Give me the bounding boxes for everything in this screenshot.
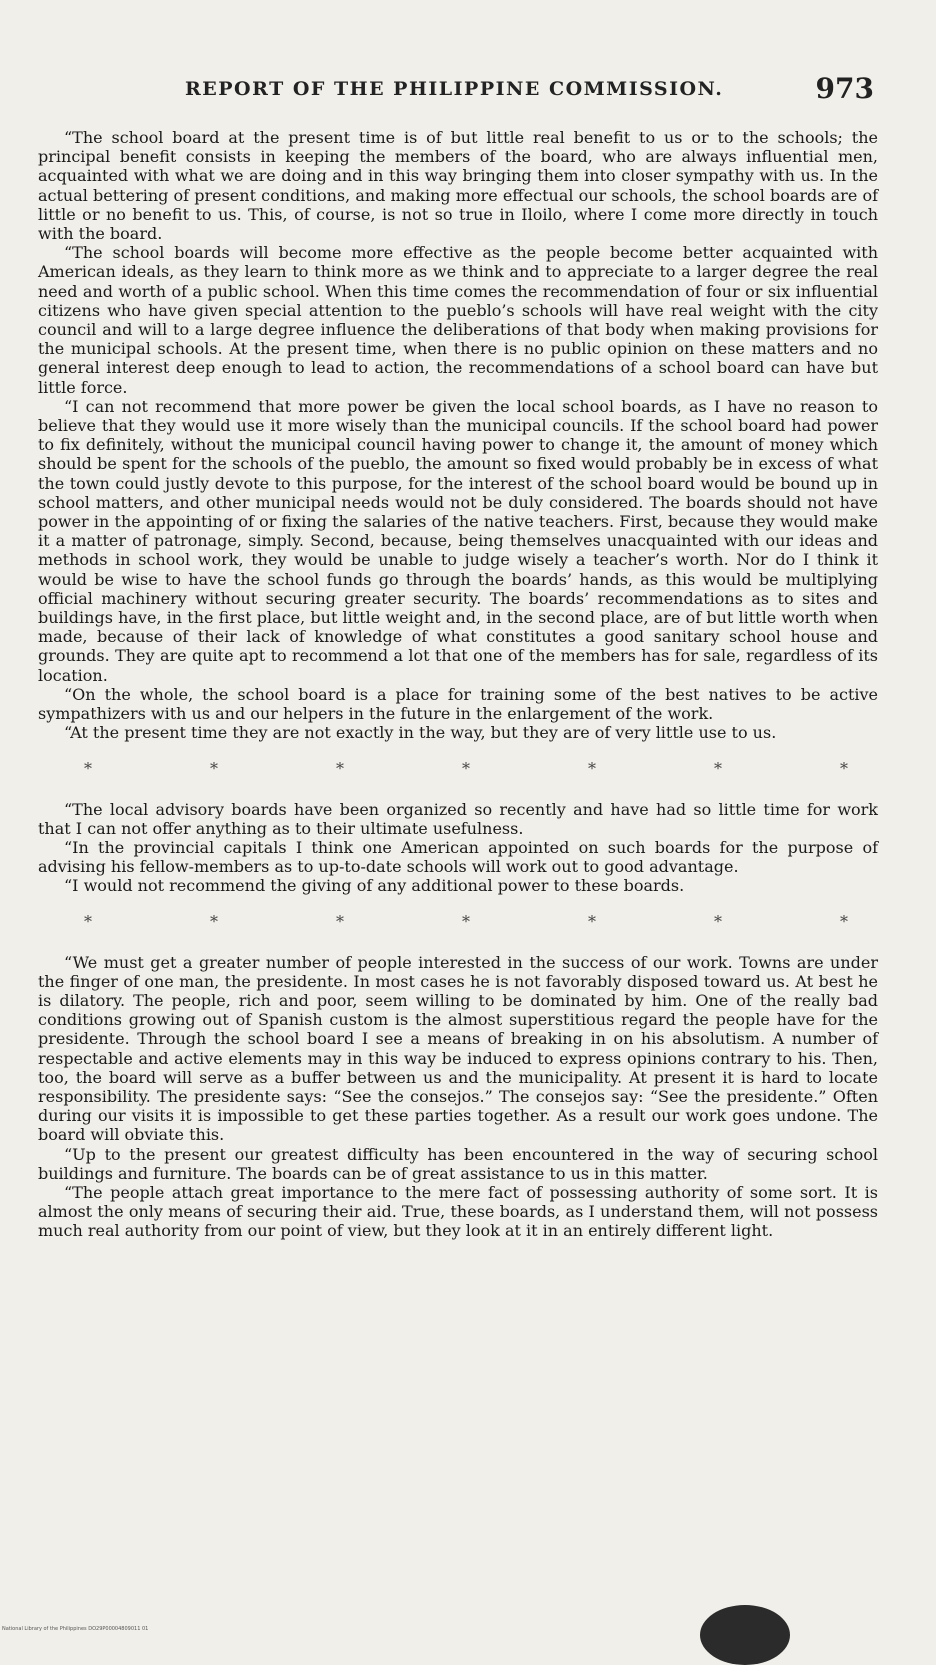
ellipsis-star: * xyxy=(588,911,596,931)
ellipsis-star: * xyxy=(336,911,344,931)
scan-shadow xyxy=(700,1605,790,1665)
ellipsis-star: * xyxy=(462,911,470,931)
ellipsis-star: * xyxy=(714,911,722,931)
paragraph: “I can not recommend that more power be given the local school boards, as I have no reason to believe that they would use it more wisely than the municipal councils. If the school board had power to fix definitely, without the municipal council having power to change it, the amount of money which should be spent for the schools of the pueblo, the amount so fixed would probably be in excess of what the town could justly devote to this purpose, for the interest of the school board would be bound up in school matters, and other municipal needs would not be duly considered. The boards should not have power in the appointing of or fixing the salaries of the native teachers. First, because they would make it a matter of patronage, simply. Second, because, being themselves unacquainted with our ideas and methods in school work, they would be unable to judge wisely a teacher’s worth. Nor do I think it would be wise to have the school funds go through the boards’ hands, as this would be multiplying official machinery without securing greater security. The boards’ recommendations as to sites and buildings have, in the first place, but little weight and, in the second place, are of but little worth when made, because of their lack of knowledge of what constitutes a good sanitary school house and grounds. They are quite apt to recommend a lot that one of the members has for sale, regardless of its location. xyxy=(38,396,878,685)
page-title: REPORT OF THE PHILIPPINE COMMISSION. xyxy=(185,78,724,100)
ellipsis-star: * xyxy=(84,911,92,931)
ellipsis-star: * xyxy=(84,758,92,778)
ellipsis-divider xyxy=(38,759,878,778)
ellipsis-star: * xyxy=(462,758,470,778)
paragraph: “The local advisory boards have been organized so recently and have had so little time for work that I can not offer anything as to their ultimate usefulness. xyxy=(38,799,878,838)
page-body xyxy=(38,128,878,1241)
ellipsis-star: * xyxy=(840,758,848,778)
ellipsis-star: * xyxy=(210,758,218,778)
paragraph: “In the provincial capitals I think one American appointed on such boards for the purpose of advising his fellow-members as to up-to-date schools will work out to good advantage. xyxy=(38,837,878,877)
ellipsis-star: * xyxy=(210,911,218,931)
page-header xyxy=(60,72,876,112)
paragraph: “The school board at the present time is of but little real benefit to us or to the schools; the principal benefit consists in keeping the members of the board, who are always influential men, acquainted with what we are doing and in this way bringing them into closer sympathy with us. In the actual bettering of present conditions, and making more effectual our schools, the school boards are of little or no benefit to us. This, of course, is not so true in Iloilo, where I come more directly in touch with the board. xyxy=(38,128,878,244)
page-number: 973 xyxy=(815,72,874,105)
ellipsis-divider xyxy=(38,912,878,931)
paragraph: “On the whole, the school board is a place for training some of the best natives to be active sympathizers with us and our helpers in the future in the enlargement of the work. xyxy=(38,684,878,724)
ellipsis-star: * xyxy=(336,758,344,778)
paragraph: “The school boards will become more effective as the people become better acquainted with American ideals, as they learn to think more as we think and to appreciate to a larger degree the real need and worth of a public school. When this time comes the recommendation of four or six influential citizens who have given special attention to the pueblo’s schools will have real weight with the city council and will to a large degree influence the deliberations of that body when making provisions for the municipal schools. At the present time, when there is no public opinion on these matters and no general interest deep enough to lead to action, the recommendations of a school board can have but little force. xyxy=(38,243,878,397)
paragraph: “The people attach great importance to the mere fact of possessing authority of some sort. It is almost the only means of securing their aid. True, these boards, as I understand them, will not possess much real authority from our point of view, but they look at it in an entirely different light. xyxy=(38,1182,878,1241)
ellipsis-star: * xyxy=(588,758,596,778)
paragraph: “We must get a greater number of people interested in the success of our work. Towns are under the finger of one man, the presidente. In most cases he is not favorably disposed toward us. At best he is dilatory. The people, rich and poor, seem willing to be dominated by him. One of the really bad conditions growing out of Spanish custom is the almost superstitious regard the people have for the presidente. Through the school board I see a means of breaking in on his absolutism. A number of respectable and active elements may in this way be induced to express opinions contrary to his. Then, too, the board will serve as a buffer between us and the municipality. At present it is hard to locate responsibility. The presidente says: “See the consejos.” The consejos say: “See the presidente.” Often during our visits it is impossible to get these parties together. As a result our work goes undone. The board will obviate this. xyxy=(38,952,878,1145)
scan-footer-label: National Library of the Philippines DO29P00004809011 01 xyxy=(2,1626,149,1632)
ellipsis-star: * xyxy=(840,911,848,931)
paragraph: “Up to the present our greatest difficulty has been encountered in the way of securing school buildings and furniture. The boards can be of great assistance to us in this matter. xyxy=(38,1144,878,1183)
ellipsis-star: * xyxy=(714,758,722,778)
paragraph: “I would not recommend the giving of any additional power to these boards. xyxy=(64,876,685,896)
paragraph: “At the present time they are not exactly in the way, but they are of very little use to us. xyxy=(64,723,777,743)
